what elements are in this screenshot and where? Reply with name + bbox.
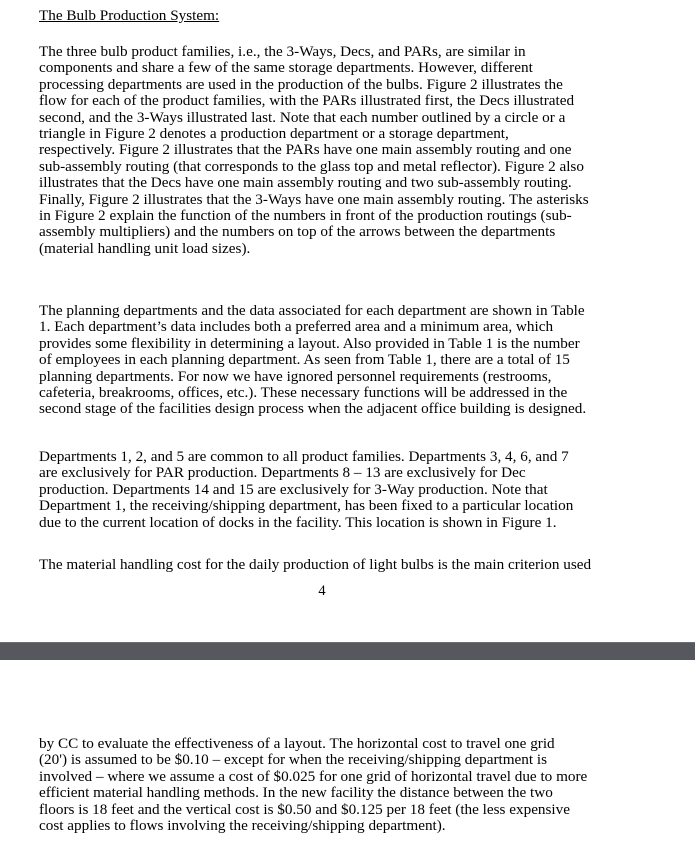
text-line: second, and the 3-Ways illustrated last. Note that each number outlined by a circle or a [39, 108, 566, 126]
text-line: of employees in each planning department. As seen from Table 1, there are a total of 15 [39, 351, 570, 369]
text-line: cost applies to flows involving the receiving/shipping department). [39, 817, 446, 835]
text-line: in Figure 2 explain the function of the numbers in front of the production routings (sub- [39, 207, 572, 225]
text-line: efficient material handling methods. In the new facility the distance between the two [39, 784, 553, 802]
text-line: production. Departments 14 and 15 are exclusively for 3-Way production. Note that [39, 480, 548, 498]
paragraph-material-handling-cost [39, 736, 619, 834]
text-line: Department 1, the receiving/shipping department, has been fixed to a particular location [39, 497, 574, 515]
text-line: 1. Each department’s data includes both a preferred area and a minimum area, which [39, 318, 554, 336]
text-line: Finally, Figure 2 illustrates that the 3-Ways have one main assembly routing. The asterisks [39, 190, 589, 208]
text-line: planning departments. For now we have ignored personnel requirements (restrooms, [39, 367, 552, 385]
text-line: due to the current location of docks in the facility. This location is shown in Figure 1. [39, 513, 557, 531]
text-line: Departments 1, 2, and 5 are common to all product families. Departments 3, 4, 6, and 7 [39, 448, 569, 465]
paragraph-material-handling-start [39, 557, 619, 573]
text-line: (material handling unit load sizes). [39, 239, 251, 257]
page-separator [0, 642, 695, 660]
text-line: The material handling cost for the daily production of light bulbs is the main criterion used [39, 556, 592, 573]
text-line: by CC to evaluate the effectiveness of a layout. The horizontal cost to travel one grid [39, 735, 555, 752]
text-line: sub-assembly routing (that corresponds to the glass top and metal reflector). Figure 2 also [39, 157, 584, 175]
section-heading: The Bulb Production System: [39, 7, 220, 24]
text-line: provides some flexibility in determining a layout. Also provided in Table 1 is the number [39, 334, 580, 352]
text-line: flow for each of the product families, with the PARs illustrated first, the Decs illustrated [39, 92, 575, 110]
text-line: assembly multipliers) and the numbers on top of the arrows between the departments [39, 223, 556, 241]
paragraph-planning-departments [39, 303, 619, 418]
text-line: components and share a few of the same storage departments. However, different [39, 59, 533, 77]
text-line: cafeteria, breakrooms, offices, etc.). These necessary functions will be addressed in the [39, 384, 568, 402]
text-line: involved – where we assume a cost of $0.025 for one grid of horizontal travel due to more [39, 767, 588, 785]
text-line: triangle in Figure 2 denotes a production department or a storage department, [39, 125, 509, 143]
text-line: The planning departments and the data associated for each department are shown in Table [39, 302, 585, 319]
paragraph-product-families [39, 44, 619, 257]
text-line: are exclusively for PAR production. Departments 8 – 13 are exclusively for Dec [39, 464, 526, 482]
paragraph-common-departments [39, 449, 619, 531]
text-line: (20') is assumed to be $0.10 – except for when the receiving/shipping department is [39, 751, 548, 769]
document-page-2 [0, 660, 695, 859]
text-line: illustrates that the Decs have one main assembly routing and two sub-assembly routing. [39, 174, 572, 192]
text-line: respectively. Figure 2 illustrates that the PARs have one main assembly routing and one [39, 141, 572, 159]
text-line: floors is 18 feet and the vertical cost is $0.50 and $0.125 per 18 feet (the less expensive [39, 800, 570, 818]
text-line: processing departments are used in the production of the bulbs. Figure 2 illustrates the [39, 75, 563, 93]
text-line: The three bulb product families, i.e., the 3-Ways, Decs, and PARs, are similar in [39, 43, 526, 60]
page-number: 4 [318, 583, 326, 599]
text-line: second stage of the facilities design process when the adjacent office building is designed. [39, 400, 587, 418]
